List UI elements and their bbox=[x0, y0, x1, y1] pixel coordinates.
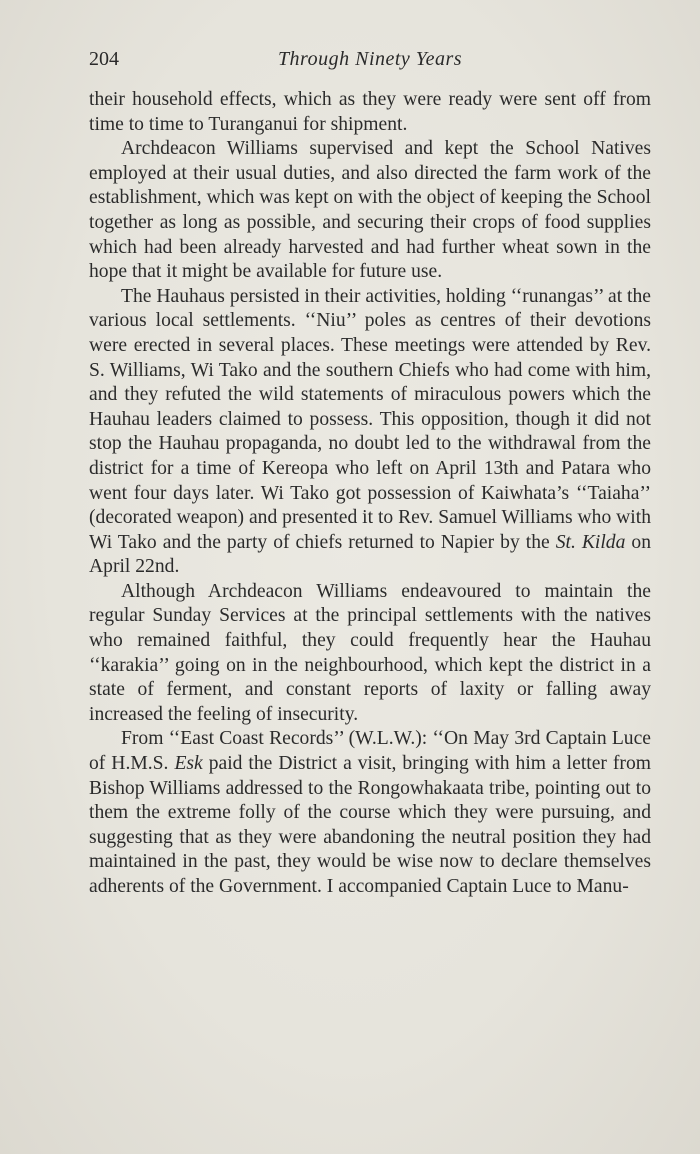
body-text bbox=[89, 88, 651, 900]
paragraph bbox=[89, 285, 651, 580]
page-header bbox=[89, 48, 651, 74]
running-title: Through Ninety Years bbox=[277, 48, 463, 70]
paragraph bbox=[89, 727, 651, 899]
ship-name: St. Kilda bbox=[555, 531, 626, 553]
paragraph-continuation: their household effects, which as they were ready were sent off from time to time to Turanganui for shipment. bbox=[89, 89, 651, 135]
paragraph-text: From ‘‘East Coast Records’’ (W.L.W.): ‘‘On May 3rd Captain Luce of H.M.S. bbox=[89, 728, 651, 775]
paragraph-text: paid the District a visit, bringing with him a letter from Bishop Williams addressed to the Rongowhakaata tribe, pointing out to them the extreme folly of the course which they were pursuing, and suggesting that as they were abandoning the neutral position they had maintained in the past, they would be wise now to declare themselves adherents of the Government. I accompanied Captain Luce to Manu- bbox=[89, 753, 651, 897]
page-number: 204 bbox=[89, 48, 119, 70]
paragraph-text: on April 22nd. bbox=[89, 531, 652, 578]
paragraph-text: The Hauhaus persisted in their activities, holding ‘‘runangas’’ at the various local settlements. ‘‘Niu’’ poles as centres of their devotions were erected in several places. These meetings were attended by Rev. S. Williams, Wi Tako and the southern Chiefs who had come with him, and they refuted the wild statements of miraculous powers which the Hauhau leaders claimed to possess. This opposition, though it did not stop the Hauhau propaganda, no doubt led to the withdrawal from the district for a time of Kereopa who left on April 13th and Patara who went four days later. Wi Tako got possession of Kaiwhata’s ‘‘Taiaha’’ (decorated weapon) and presented it to Rev. Samuel Williams who with Wi Tako and the party of chiefs returned to Napier by the bbox=[89, 285, 651, 553]
ship-name: Esk bbox=[174, 753, 203, 775]
paragraph: Archdeacon Williams supervised and kept the School Natives employed at their usual duties, and also directed the farm work of the establishment, which was kept on with the object of keeping the School together as long as possible, and securing their crops of food supplies which had been already harvested and had further wheat sown in the hope that it might be available for future use. bbox=[89, 138, 651, 283]
paragraph: Although Archdeacon Williams endeavoured to maintain the regular Sunday Services at the principal settlements with the natives who remained faithful, they could frequently hear the Hauhau ‘‘karakia’’ going on in the neighbourhood, which kept the district in a state of ferment, and constant reports of laxity or falling away increased the feeling of insecurity. bbox=[89, 580, 651, 725]
